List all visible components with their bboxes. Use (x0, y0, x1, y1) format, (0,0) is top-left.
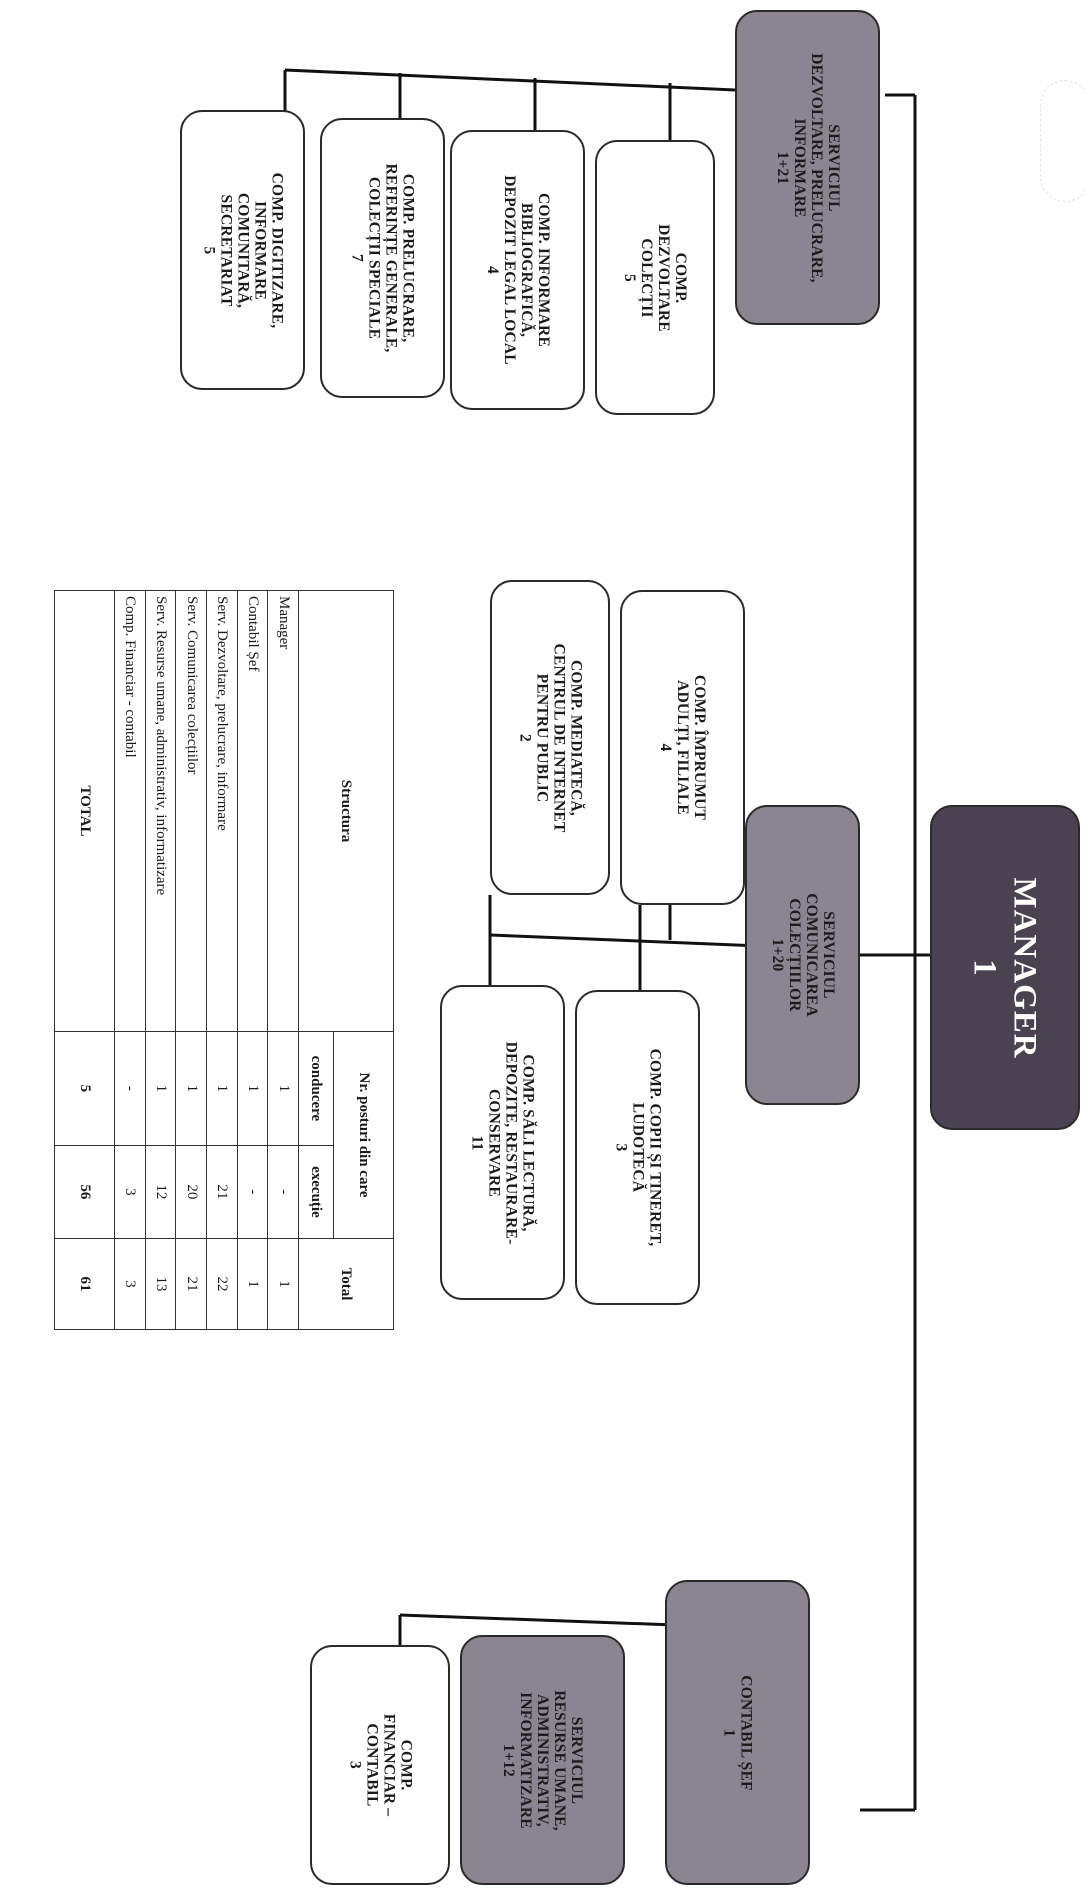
comp-financiar-contabil-box: COMP. FINANCIAR – CONTABIL 3 (310, 1645, 450, 1885)
row-executie: 21 (207, 1145, 238, 1238)
row-executie: 3 (115, 1145, 146, 1238)
row-name: Comp. Financiar - contabil (115, 591, 146, 1032)
comp-digitizare-box: COMP. DIGITIZARE, INFORMARE COMUNITARĂ, SECRETARIAT 5 (180, 110, 305, 390)
row-conducere: - (115, 1032, 146, 1146)
row-total: 3 (115, 1239, 146, 1330)
row-conducere: 1 (176, 1032, 207, 1146)
total-executie: 56 (55, 1145, 115, 1238)
total-label: TOTAL (55, 591, 115, 1032)
row-conducere: 1 (207, 1032, 238, 1146)
header-total: Total (299, 1239, 394, 1330)
table-total-row (55, 591, 115, 1330)
row-total: 21 (176, 1239, 207, 1330)
header-conducere: conducere (299, 1032, 334, 1146)
row-name: Serv. Dezvoltare, prelucrare, informare (207, 591, 238, 1032)
comp-copii-tineret-box: COMP. COPII ȘI TINERET, LUDOTECĂ 3 (575, 990, 700, 1305)
table-row (268, 591, 299, 1330)
row-conducere: 1 (268, 1032, 299, 1146)
table-row (237, 591, 268, 1330)
row-name: Manager (268, 591, 299, 1032)
table-row (145, 591, 176, 1330)
row-executie: - (268, 1145, 299, 1238)
header-nr-posturi: Nr. posturi din care (334, 1032, 394, 1239)
row-executie: - (237, 1145, 268, 1238)
row-conducere: 1 (237, 1032, 268, 1146)
comp-sali-lectura-box: COMP. SĂLI LECTURĂ, DEPOZITE, RESTAURARE- CONSERVARE 11 (440, 985, 565, 1300)
table-row (115, 591, 146, 1330)
comp-imprumut-box: COMP. ÎMPRUMUT ADULȚI, FILIALE 4 (620, 590, 745, 905)
table-row (207, 591, 238, 1330)
row-name: Serv. Comunicarea colecțiilor (176, 591, 207, 1032)
staffing-table (54, 590, 394, 1330)
total-conducere: 5 (55, 1032, 115, 1146)
header-executie: execuție (299, 1145, 334, 1238)
contabil-sef-box: CONTABIL ȘEF 1 (665, 1580, 810, 1885)
row-name: Contabil Șef (237, 591, 268, 1032)
row-total: 22 (207, 1239, 238, 1330)
row-total: 1 (268, 1239, 299, 1330)
manager-box: MANAGER 1 (930, 805, 1080, 1130)
total-total: 61 (55, 1239, 115, 1330)
comp-prelucrare-box: COMP. PRELUCRARE, REFERINȚE GENERALE, COLECȚII SPECIALE 7 (320, 118, 445, 398)
row-conducere: 1 (145, 1032, 176, 1146)
staffing-table-container (54, 590, 394, 1330)
serviciul-resurse-umane-box: SERVICIUL RESURSE UMANE, ADMINISTRATIV, INFORMATIZARE 1+12 (460, 1635, 625, 1885)
row-total: 1 (237, 1239, 268, 1330)
header-structura: Structura (299, 591, 394, 1032)
row-name: Serv. Resurse umane, administrativ, informatizare (145, 591, 176, 1032)
serviciul-dezvoltare-box: SERVICIUL DEZVOLTARE, PRELUCRARE, INFORMARE 1+21 (735, 10, 880, 325)
comp-dezvoltare-colectii-box: COMP. DEZVOLTARE COLECȚII 5 (595, 140, 715, 415)
table-row (176, 591, 207, 1330)
row-total: 13 (145, 1239, 176, 1330)
comp-mediateca-box: COMP. MEDIATECĂ, CENTRUL DE INTERNET PENTRU PUBLIC 2 (490, 580, 610, 895)
faded-stamp (1040, 80, 1086, 202)
row-executie: 12 (145, 1145, 176, 1238)
comp-informare-bibliografica-box: COMP. INFORMARE BIBLIOGRAFICĂ, DEPOZIT LEGAL LOCAL 4 (450, 130, 585, 410)
serviciul-comunicarea-box: SERVICIUL COMUNICAREA COLECȚIILOR 1+20 (745, 805, 860, 1105)
row-executie: 20 (176, 1145, 207, 1238)
